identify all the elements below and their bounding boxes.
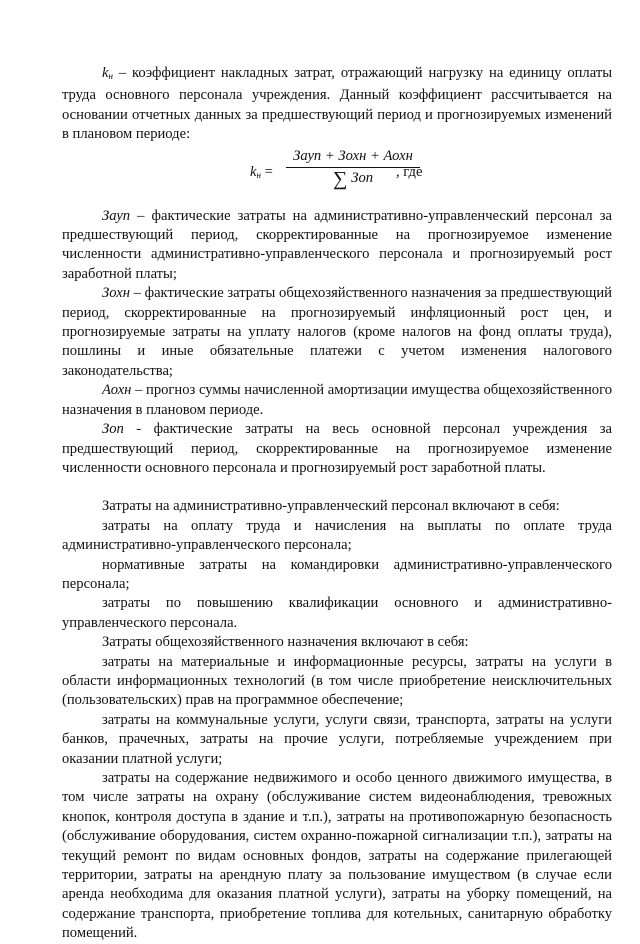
coefficient-subscript: н xyxy=(108,71,113,81)
admin-costs-item: затраты по повышению квалификации основного и административно-управленческого персонала. xyxy=(62,595,612,631)
definition-zaup xyxy=(62,207,612,285)
formula-numerator: Зауп + Зохн + Аохн xyxy=(286,147,420,168)
coefficient-symbol: k xyxy=(102,65,109,81)
admin-costs-item: затраты на оплату труда и начисления на выплаты по оплате труда административно-управленческого персонала; xyxy=(62,517,612,554)
intro-text: – коэффициент накладных затрат, отражающий нагрузку на единицу оплаты труда основного персонала учреждения. Данный коэффициент рассчитывается на основании отчетных данных за предшествующий период и прогнозируемых изменений в плановом периоде: xyxy=(62,65,612,143)
definition-text: – фактические затраты на административно-управленческий персонал за предшествующий период, скорректированные на прогнозируемое изменение численности административно-управленческого персонала и прогнозируемый рост заработной платы; xyxy=(62,207,612,282)
definition-aohn xyxy=(62,381,612,420)
definition-zohn xyxy=(62,284,612,381)
overhead-formula xyxy=(62,147,612,201)
formula-equals: = xyxy=(264,163,273,180)
formula-lhs-subscript: н xyxy=(256,169,261,180)
definition-term: Аохн xyxy=(102,382,132,399)
definition-term: Зоп xyxy=(102,421,124,438)
sigma-symbol: ∑ xyxy=(332,168,348,191)
definition-term: Зауп xyxy=(102,207,131,224)
general-costs-item: затраты на материальные и информационные ресурсы, затраты на услуги в области информационных технологий (в том числе приобретение неисключительных (пользовательских) прав на программное обеспечение; xyxy=(62,653,612,709)
general-costs-item: затраты на коммунальные услуги, услуги связи, транспорта, затраты на услуги банков, прачечных, затраты на прочие услуги, потребляемые учреждением при оказании платной услуги; xyxy=(62,711,612,767)
admin-costs-item: нормативные затраты на командировки административно-управленческого персонала; xyxy=(62,556,612,592)
definition-text: – прогноз суммы начисленной амортизации имущества общехозяйственного назначения в плановом периоде. xyxy=(62,382,612,418)
formula-lhs xyxy=(250,163,273,185)
formula-denominator: Зоп xyxy=(351,170,374,187)
intro-paragraph xyxy=(62,64,612,145)
general-costs-item: затраты на содержание недвижимого и особо ценного движимого имущества, в том числе затраты на охрану (обслуживание систем видеонаблюдения, тревожных кнопок, контроля доступа в здание и т.п.), затраты на противопожарную безопасность (обслуживание оборудования, систем охранно-пожарной сигнализации т.п.), затраты на текущий ремонт по видам основных фондов, затраты на содержание прилегающей территории, затраты на арендную плату за пользование имуществом (в случае если аренда необходима для оказания платной услуги), затраты на уборку помещений, на содержание транспорта, приобретение топлива для котельных, санитарную обработку помещений. xyxy=(62,770,612,942)
admin-costs-heading: Затраты на административно-управленческий персонал включают в себя: xyxy=(102,498,560,515)
general-costs-heading: Затраты общехозяйственного назначения включают в себя: xyxy=(102,634,469,651)
formula-lhs-symbol: k xyxy=(250,163,257,180)
formula-suffix: , где xyxy=(396,163,423,180)
document-page xyxy=(62,64,612,944)
definition-text: – фактические затраты общехозяйственного назначения за предшествующий период, скорректированные на прогнозируемый инфляционный рост цен, и прогнозируемые затраты на уплату налогов (кроме налогов на фонд оплаты труда), пошлины и иные обязательные платежи с учетом изменения налогового законодательства; xyxy=(62,285,612,379)
definition-term: Зохн xyxy=(102,285,130,302)
definition-zop xyxy=(62,420,612,478)
definition-text: - фактические затраты на весь основной персонал учреждения за предшествующий период, скорректированные на прогнозируемое изменение численности основного персонала и прогнозируемый рост заработной платы. xyxy=(62,421,612,476)
section-spacer xyxy=(62,478,612,497)
